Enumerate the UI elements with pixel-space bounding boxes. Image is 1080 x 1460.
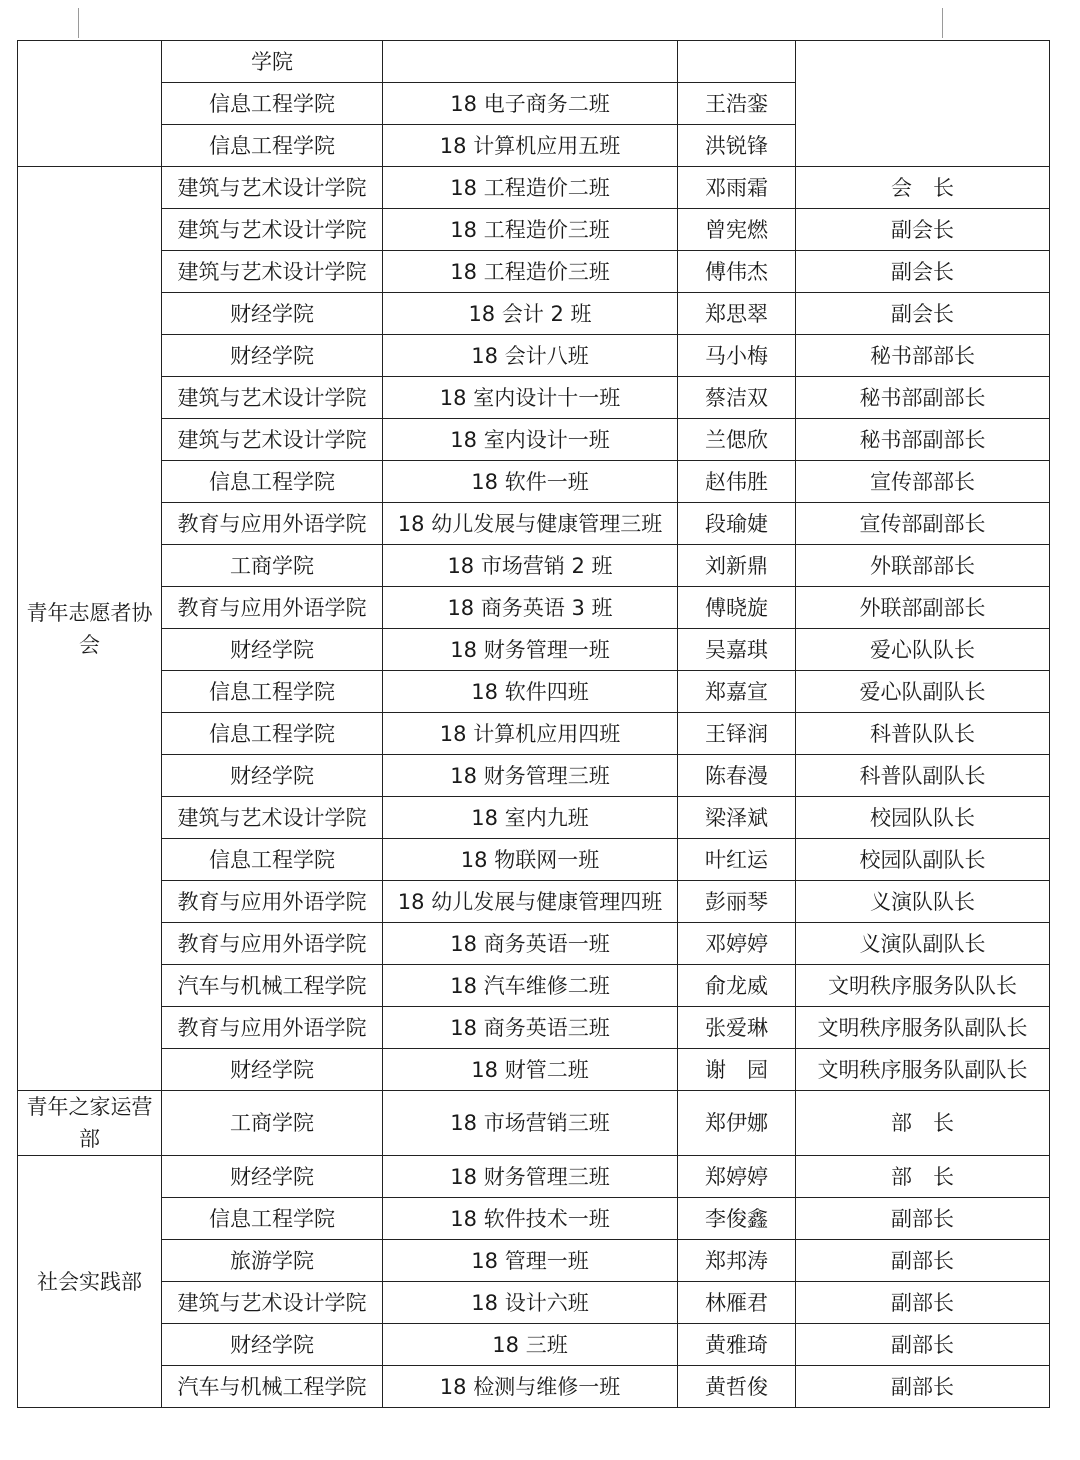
college-cell: 信息工程学院: [162, 713, 383, 755]
class-cell: 18 财务管理三班: [383, 755, 678, 797]
member-name-cell: 谢 园: [678, 1049, 796, 1091]
college-cell: 信息工程学院: [162, 461, 383, 503]
member-name-cell: [678, 41, 796, 83]
member-name-cell: 邓婷婷: [678, 923, 796, 965]
table-row: [18, 713, 1050, 755]
member-name-cell: 郑伊娜: [678, 1091, 796, 1156]
member-name-cell: 郑嘉宣: [678, 671, 796, 713]
role-cell: [796, 41, 1050, 167]
member-name-cell: 林雁君: [678, 1282, 796, 1324]
college-cell: 财经学院: [162, 1156, 383, 1198]
college-cell: 建筑与艺术设计学院: [162, 209, 383, 251]
member-name-cell: 邓雨霜: [678, 167, 796, 209]
table-row: [18, 1282, 1050, 1324]
role-cell: 校园队副队长: [796, 839, 1050, 881]
class-cell: 18 室内设计十一班: [383, 377, 678, 419]
table-row: [18, 293, 1050, 335]
member-name-cell: 李俊鑫: [678, 1198, 796, 1240]
member-name-cell: 傅晓旋: [678, 587, 796, 629]
class-cell: 18 工程造价三班: [383, 209, 678, 251]
member-name-cell: 彭丽琴: [678, 881, 796, 923]
college-cell: 财经学院: [162, 755, 383, 797]
member-name-cell: 吴嘉琪: [678, 629, 796, 671]
role-cell: 文明秩序服务队副队长: [796, 1049, 1050, 1091]
class-cell: 18 商务英语 3 班: [383, 587, 678, 629]
role-cell: 义演队副队长: [796, 923, 1050, 965]
member-name-cell: 傅伟杰: [678, 251, 796, 293]
college-cell: 教育与应用外语学院: [162, 923, 383, 965]
member-name-cell: 赵伟胜: [678, 461, 796, 503]
college-cell: 工商学院: [162, 545, 383, 587]
class-cell: 18 物联网一班: [383, 839, 678, 881]
table-row: [18, 629, 1050, 671]
college-cell: 信息工程学院: [162, 1198, 383, 1240]
table-row: [18, 41, 1050, 83]
table-row: [18, 461, 1050, 503]
member-name-cell: 马小梅: [678, 335, 796, 377]
table-row: [18, 1091, 1050, 1156]
class-cell: 18 软件一班: [383, 461, 678, 503]
class-cell: 18 工程造价二班: [383, 167, 678, 209]
college-cell: 财经学院: [162, 1049, 383, 1091]
college-cell: 信息工程学院: [162, 125, 383, 167]
role-cell: 校园队队长: [796, 797, 1050, 839]
class-cell: 18 财务管理一班: [383, 629, 678, 671]
class-cell: 18 幼儿发展与健康管理四班: [383, 881, 678, 923]
table-row: [18, 1240, 1050, 1282]
crop-mark-left: [78, 8, 79, 38]
class-cell: 18 软件四班: [383, 671, 678, 713]
role-cell: 部 长: [796, 1156, 1050, 1198]
table-row: [18, 503, 1050, 545]
table-row: [18, 545, 1050, 587]
college-cell: 旅游学院: [162, 1240, 383, 1282]
college-cell: 建筑与艺术设计学院: [162, 167, 383, 209]
member-name-cell: 张爱琳: [678, 1007, 796, 1049]
class-cell: 18 电子商务二班: [383, 83, 678, 125]
college-cell: 教育与应用外语学院: [162, 503, 383, 545]
role-cell: 副部长: [796, 1282, 1050, 1324]
table-row: [18, 377, 1050, 419]
table-row: [18, 1198, 1050, 1240]
class-cell: 18 商务英语三班: [383, 1007, 678, 1049]
table-row: [18, 1007, 1050, 1049]
college-cell: 建筑与艺术设计学院: [162, 419, 383, 461]
roster-body: [18, 41, 1050, 1408]
table-row: [18, 965, 1050, 1007]
role-cell: 爱心队队长: [796, 629, 1050, 671]
class-cell: 18 汽车维修二班: [383, 965, 678, 1007]
role-cell: 文明秩序服务队副队长: [796, 1007, 1050, 1049]
college-cell: 教育与应用外语学院: [162, 1007, 383, 1049]
table-row: [18, 1366, 1050, 1408]
member-name-cell: 郑邦涛: [678, 1240, 796, 1282]
role-cell: 副部长: [796, 1198, 1050, 1240]
college-cell: 建筑与艺术设计学院: [162, 377, 383, 419]
member-name-cell: 蔡洁双: [678, 377, 796, 419]
role-cell: 会 长: [796, 167, 1050, 209]
member-name-cell: 曾宪燃: [678, 209, 796, 251]
role-cell: 科普队队长: [796, 713, 1050, 755]
member-name-cell: 郑思翠: [678, 293, 796, 335]
role-cell: 副部长: [796, 1324, 1050, 1366]
class-cell: 18 室内设计一班: [383, 419, 678, 461]
class-cell: 18 会计 2 班: [383, 293, 678, 335]
member-name-cell: 王铎润: [678, 713, 796, 755]
member-name-cell: 洪锐锋: [678, 125, 796, 167]
member-name-cell: 俞龙威: [678, 965, 796, 1007]
table-row: [18, 797, 1050, 839]
table-row: [18, 839, 1050, 881]
table-row: [18, 1324, 1050, 1366]
role-cell: 科普队副队长: [796, 755, 1050, 797]
role-cell: 宣传部副部长: [796, 503, 1050, 545]
college-cell: 教育与应用外语学院: [162, 587, 383, 629]
college-cell: 财经学院: [162, 335, 383, 377]
member-name-cell: 陈春漫: [678, 755, 796, 797]
group-name-cell: 社会实践部: [18, 1156, 162, 1408]
table-row: [18, 923, 1050, 965]
college-cell: 教育与应用外语学院: [162, 881, 383, 923]
class-cell: 18 会计八班: [383, 335, 678, 377]
table-row: [18, 209, 1050, 251]
role-cell: 宣传部部长: [796, 461, 1050, 503]
college-cell: 建筑与艺术设计学院: [162, 1282, 383, 1324]
table-row: [18, 251, 1050, 293]
role-cell: 部 长: [796, 1091, 1050, 1156]
college-cell: 信息工程学院: [162, 839, 383, 881]
table-row: [18, 881, 1050, 923]
college-cell: 建筑与艺术设计学院: [162, 251, 383, 293]
college-cell: 汽车与机械工程学院: [162, 965, 383, 1007]
class-cell: 18 管理一班: [383, 1240, 678, 1282]
member-name-cell: 王浩銮: [678, 83, 796, 125]
class-cell: 18 检测与维修一班: [383, 1366, 678, 1408]
role-cell: 秘书部副部长: [796, 419, 1050, 461]
college-cell: 汽车与机械工程学院: [162, 1366, 383, 1408]
role-cell: 副部长: [796, 1366, 1050, 1408]
class-cell: 18 工程造价三班: [383, 251, 678, 293]
role-cell: 外联部副部长: [796, 587, 1050, 629]
college-cell: 学院: [162, 41, 383, 83]
class-cell: 18 软件技术一班: [383, 1198, 678, 1240]
table-row: [18, 335, 1050, 377]
table-row: [18, 167, 1050, 209]
college-cell: 财经学院: [162, 1324, 383, 1366]
college-cell: 财经学院: [162, 629, 383, 671]
member-name-cell: 刘新鼎: [678, 545, 796, 587]
class-cell: 18 市场营销 2 班: [383, 545, 678, 587]
member-name-cell: 叶红运: [678, 839, 796, 881]
role-cell: 外联部部长: [796, 545, 1050, 587]
class-cell: 18 设计六班: [383, 1282, 678, 1324]
college-cell: 建筑与艺术设计学院: [162, 797, 383, 839]
class-cell: 18 计算机应用五班: [383, 125, 678, 167]
college-cell: 信息工程学院: [162, 83, 383, 125]
class-cell: [383, 41, 678, 83]
member-name-cell: 段瑜婕: [678, 503, 796, 545]
group-name-cell: 青年志愿者协会: [18, 167, 162, 1091]
group-name-cell: 青年之家运营部: [18, 1091, 162, 1156]
class-cell: 18 财管二班: [383, 1049, 678, 1091]
table-row: [18, 755, 1050, 797]
class-cell: 18 室内九班: [383, 797, 678, 839]
college-cell: 工商学院: [162, 1091, 383, 1156]
class-cell: 18 商务英语一班: [383, 923, 678, 965]
role-cell: 副会长: [796, 293, 1050, 335]
role-cell: 爱心队副队长: [796, 671, 1050, 713]
class-cell: 18 市场营销三班: [383, 1091, 678, 1156]
member-name-cell: 兰偲欣: [678, 419, 796, 461]
table-row: [18, 1049, 1050, 1091]
college-cell: 信息工程学院: [162, 671, 383, 713]
crop-mark-right: [942, 8, 943, 38]
class-cell: 18 三班: [383, 1324, 678, 1366]
role-cell: 义演队队长: [796, 881, 1050, 923]
table-row: [18, 1156, 1050, 1198]
member-name-cell: 梁泽斌: [678, 797, 796, 839]
role-cell: 副会长: [796, 251, 1050, 293]
group-name-cell: [18, 41, 162, 167]
role-cell: 秘书部副部长: [796, 377, 1050, 419]
table-row: [18, 419, 1050, 461]
class-cell: 18 财务管理三班: [383, 1156, 678, 1198]
role-cell: 秘书部部长: [796, 335, 1050, 377]
role-cell: 文明秩序服务队队长: [796, 965, 1050, 1007]
member-name-cell: 黄哲俊: [678, 1366, 796, 1408]
role-cell: 副会长: [796, 209, 1050, 251]
class-cell: 18 幼儿发展与健康管理三班: [383, 503, 678, 545]
roster-table: [17, 40, 1050, 1408]
table-row: [18, 671, 1050, 713]
member-name-cell: 郑婷婷: [678, 1156, 796, 1198]
college-cell: 财经学院: [162, 293, 383, 335]
role-cell: 副部长: [796, 1240, 1050, 1282]
class-cell: 18 计算机应用四班: [383, 713, 678, 755]
table-row: [18, 587, 1050, 629]
member-name-cell: 黄雅琦: [678, 1324, 796, 1366]
